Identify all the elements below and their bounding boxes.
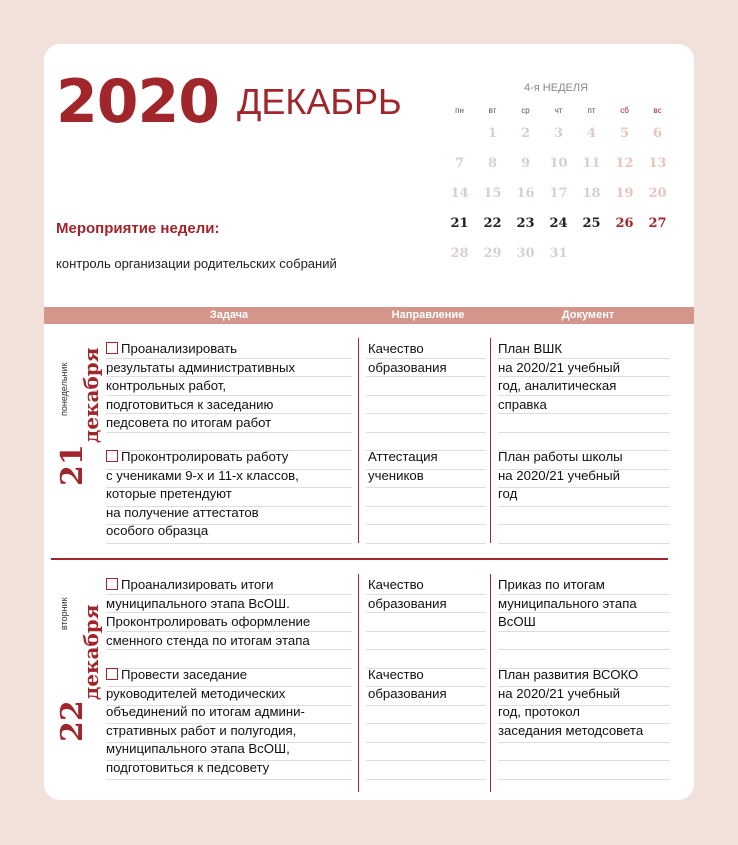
task-document: Приказ по итогам муниципального этапа ВсОШ	[498, 577, 637, 629]
task-text: Проанализировать результаты административных контрольных работ, подготовиться к заседанию педсовета по итогам работ	[106, 341, 296, 430]
calendar-weekday-label: чт	[554, 106, 563, 115]
day-number: 21	[55, 444, 90, 486]
event-of-week-text: контроль организации родительских собраний	[56, 256, 337, 271]
ruled-line	[366, 432, 486, 433]
checkbox-icon[interactable]	[106, 668, 118, 680]
calendar-day: 25	[582, 216, 601, 231]
calendar-day: 17	[549, 186, 568, 201]
calendar-day: 8	[487, 156, 498, 171]
ruled-line	[366, 413, 486, 414]
calendar-day: 4	[586, 126, 597, 141]
task-direction: Аттестация учеников	[368, 449, 438, 483]
checkbox-icon[interactable]	[106, 578, 118, 590]
ruled-line	[366, 395, 486, 396]
calendar-weekday-label: вс	[653, 106, 662, 115]
calendar-weekday-label: вт	[488, 106, 497, 115]
calendar-day: 16	[516, 186, 535, 201]
calendar-day: 12	[615, 156, 634, 171]
task-direction: Качество образования	[368, 577, 447, 611]
calendar-day: 11	[582, 156, 601, 171]
column-divider	[358, 338, 359, 543]
planner-card	[44, 44, 694, 800]
calendar-day: 21	[450, 216, 469, 231]
ruled-line	[498, 506, 670, 507]
calendar-week	[443, 156, 675, 180]
ruled-line	[498, 760, 670, 761]
checkbox-icon[interactable]	[106, 450, 118, 462]
ruled-line	[366, 723, 486, 724]
task-text: Провести заседание руководителей методических объединений по итогам админи- стративных работ и полугодия, муниципального этапа ВсОШ, подготовиться к педсовету	[106, 667, 305, 775]
column-task-header: Задача	[209, 309, 249, 321]
task-document: План работы школы на 2020/21 учебный год	[498, 449, 623, 501]
ruled-line	[498, 742, 670, 743]
event-of-week-title: Мероприятие недели:	[56, 220, 220, 237]
day-month: декабря	[79, 604, 103, 700]
calendar-day: 7	[454, 156, 465, 171]
ruled-line	[366, 705, 486, 706]
ruled-line	[366, 649, 486, 650]
ruled-line	[366, 779, 486, 780]
week-label: 4-я НЕДЕЛЯ	[524, 82, 589, 94]
year-title: 2020	[56, 67, 219, 137]
ruled-line	[498, 779, 670, 780]
calendar-day: 13	[648, 156, 667, 171]
calendar-day: 28	[450, 246, 469, 261]
calendar-day: 18	[582, 186, 601, 201]
calendar-day: 14	[450, 186, 469, 201]
ruled-line	[366, 506, 486, 507]
table-header	[44, 307, 694, 324]
ruled-line	[498, 543, 670, 544]
day-separator	[51, 558, 668, 560]
task-text: Проанализировать итоги муниципального этапа ВсОШ. Проконтролировать оформление сменного стенда по итогам этапа	[106, 577, 311, 648]
calendar-week	[443, 126, 675, 150]
ruled-line	[498, 432, 670, 433]
calendar-day: 31	[549, 246, 568, 261]
ruled-line	[366, 543, 486, 544]
calendar-day: 20	[648, 186, 667, 201]
day-weekday: вторник	[59, 597, 69, 630]
calendar-weekday-label: сб	[620, 106, 629, 115]
column-document-header: Документ	[561, 309, 615, 321]
calendar-day: 23	[516, 216, 535, 231]
day-number: 22	[55, 700, 90, 742]
calendar-weekday-label: пн	[455, 106, 464, 115]
calendar-day: 1	[487, 126, 498, 141]
calendar-day: 15	[483, 186, 502, 201]
column-divider	[358, 574, 359, 792]
calendar-week	[443, 246, 675, 270]
calendar-weekday-label: пт	[587, 106, 596, 115]
checkbox-icon[interactable]	[106, 342, 118, 354]
calendar-day: 3	[553, 126, 564, 141]
calendar-day: 9	[520, 156, 531, 171]
ruled-line	[498, 524, 670, 525]
month-title: ДЕКАБРЬ	[237, 81, 402, 122]
calendar-day: 30	[516, 246, 535, 261]
calendar-week-current	[443, 216, 675, 240]
column-divider	[490, 574, 491, 792]
column-divider	[490, 338, 491, 543]
ruled-line	[366, 487, 486, 488]
ruled-line	[366, 742, 486, 743]
calendar-day: 22	[483, 216, 502, 231]
day-block-tuesday	[44, 566, 694, 796]
ruled-line	[366, 524, 486, 525]
calendar-weekday-label: ср	[521, 106, 530, 115]
task-direction: Качество образования	[368, 341, 447, 375]
calendar-day: 29	[483, 246, 502, 261]
task-direction: Качество образования	[368, 667, 447, 701]
day-weekday: понедельник	[59, 362, 69, 416]
task-document: План развития ВСОКО на 2020/21 учебный год, протокол заседания методсовета	[498, 667, 644, 738]
calendar-day: 24	[549, 216, 568, 231]
calendar-day: 27	[648, 216, 667, 231]
calendar-week	[443, 186, 675, 210]
calendar-day: 2	[520, 126, 531, 141]
task-document: План ВШК на 2020/21 учебный год, аналитическая справка	[498, 341, 620, 412]
day-block-monday	[44, 330, 694, 548]
ruled-line	[498, 649, 670, 650]
ruled-line	[366, 760, 486, 761]
calendar-day: 5	[619, 126, 630, 141]
calendar-day: 6	[652, 126, 663, 141]
task-text: Проконтролировать работу с учениками 9-х и 11-х классов, которые претендуют на получение аттестатов особого образца	[106, 449, 299, 538]
ruled-line	[366, 631, 486, 632]
calendar-day: 26	[615, 216, 634, 231]
day-month: декабря	[79, 347, 103, 443]
calendar-day: 19	[615, 186, 634, 201]
ruled-line	[106, 543, 352, 544]
calendar-day: 10	[549, 156, 568, 171]
column-direction-header: Направление	[391, 309, 465, 321]
ruled-line	[106, 779, 352, 780]
